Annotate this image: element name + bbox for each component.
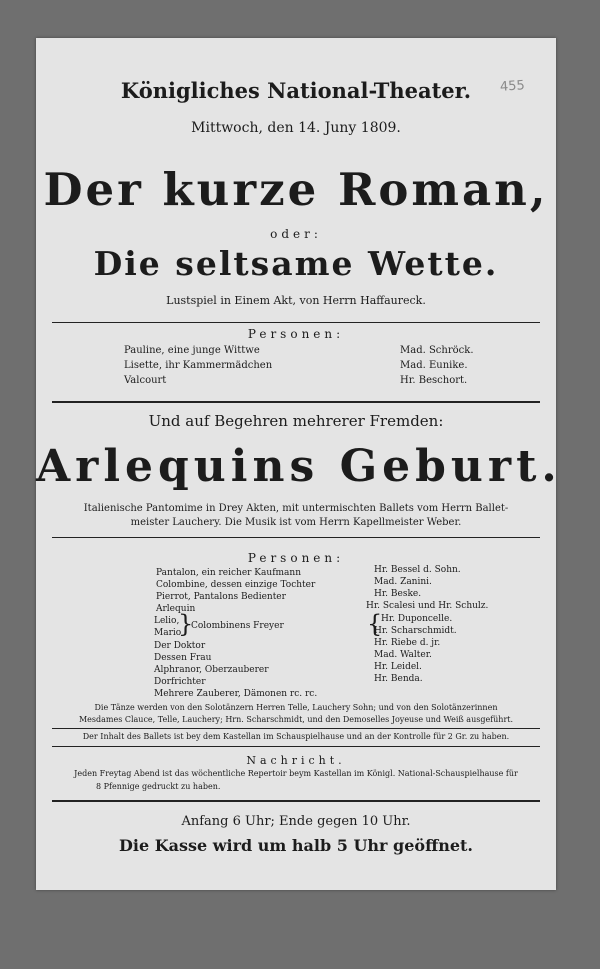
cast-role: Dessen Frau xyxy=(154,653,212,663)
right-brace: { xyxy=(367,610,383,638)
cast-actor: Hr. Bessel d. Sohn. xyxy=(374,565,461,575)
play2-description-line1: Italienische Pantomime in Drey Akten, mit untermischten Ballets vom Herrn Ballet- xyxy=(83,503,509,514)
cast-actor: Hr. Riebe d. jr. xyxy=(374,638,441,648)
play2-personen-heading: Personen: xyxy=(247,551,345,565)
cast-actor: Mad. Eunike. xyxy=(400,360,468,371)
cast-role: Pantalon, ein reicher Kaufmann xyxy=(156,568,302,578)
cast-role: Der Doktor xyxy=(154,641,206,651)
cast-role: Pauline, eine junge Wittwe xyxy=(124,345,260,356)
divider xyxy=(52,322,540,323)
play1-subtitle: Die seltsame Wette. xyxy=(93,244,499,283)
box-office-opening: Die Kasse wird um halb 5 Uhr geöffnet. xyxy=(119,836,473,855)
lover-role: Lelio, xyxy=(154,616,180,626)
nachricht-line2: 8 Pfennige gedruckt zu haben. xyxy=(96,782,221,791)
request-line: Und auf Begehren mehrerer Fremden: xyxy=(148,412,444,430)
left-brace: } xyxy=(178,610,194,638)
divider xyxy=(52,746,540,747)
ballet-notice: Der Inhalt des Ballets ist bey dem Kastellan im Schauspielhause und an der Kontrolle für 2 Gr. zu haben. xyxy=(82,732,510,741)
divider xyxy=(52,728,540,729)
cast-actor: Hr. Beschort. xyxy=(400,375,468,386)
cast-role: Valcourt xyxy=(124,375,167,386)
playbill-sheet xyxy=(36,38,562,890)
cast-actor: Mad. Zanini. xyxy=(374,577,432,587)
lover-actor: Hr. Scharschmidt. xyxy=(374,626,457,636)
nachricht-heading: Nachricht. xyxy=(246,754,346,767)
cast-role: Dorfrichter xyxy=(154,677,206,687)
cast-actor: Mad. Walter. xyxy=(374,650,432,660)
cast-role: Alphranor, Oberzauberer xyxy=(154,665,269,675)
cast-role: Colombine, dessen einzige Tochter xyxy=(156,580,316,590)
extras-line: Mehrere Zauberer, Dämonen rc. rc. xyxy=(154,689,318,699)
play1-description: Lustspiel in Einem Akt, von Herrn Haffaureck. xyxy=(166,294,426,307)
nachricht-line1: Jeden Freytag Abend ist das wöchentliche Repertoir beym Kastellan im Königl. National-Schauspielhause für xyxy=(74,769,518,778)
dances-line2: Mesdames Clauce, Telle, Lauchery; Hrn. Scharschmidt, und den Demoselles Joyeuse und Weiß ausgeführt. xyxy=(78,715,514,724)
cast-actor: Hr. Benda. xyxy=(374,674,423,684)
performance-date: Mittwoch, den 14. Juny 1809. xyxy=(191,120,401,136)
cast-actor: Hr. Leidel. xyxy=(374,662,422,672)
lovers-label: Colombinens Freyer xyxy=(191,621,284,631)
play1-title: Der kurze Roman, xyxy=(43,163,549,216)
cast-role: Pierrot, Pantalons Bedienter xyxy=(156,592,286,602)
performance-times: Anfang 6 Uhr; Ende gegen 10 Uhr. xyxy=(181,814,411,829)
lover-role: Mario xyxy=(154,628,182,638)
play2-description-line2: meister Lauchery. Die Musik ist vom Herrn Kapellmeister Weber. xyxy=(130,517,462,528)
cast-actor: Mad. Schröck. xyxy=(400,345,474,356)
lover-actor: Hr. Duponcelle. xyxy=(381,614,453,624)
archive-number: 455 xyxy=(499,78,526,95)
play2-title: Arlequins Geburt. xyxy=(36,441,562,492)
cast-role: Lisette, ihr Kammermädchen xyxy=(124,360,273,371)
divider xyxy=(52,800,540,802)
theater-name: Königliches National-Theater. xyxy=(120,78,472,103)
divider xyxy=(52,401,540,403)
play1-personen-heading: Personen: xyxy=(247,327,345,341)
cast-role: Arlequin xyxy=(156,604,196,614)
dances-line1: Die Tänze werden von den Solotänzern Herren Telle, Lauchery Sohn; und von den Solotänzerinnen xyxy=(94,703,498,712)
play1-oder: oder: xyxy=(270,227,322,241)
cast-actor: Hr. Scalesi und Hr. Schulz. xyxy=(366,601,489,611)
cast-actor: Hr. Beske. xyxy=(374,589,422,599)
divider xyxy=(52,537,540,538)
